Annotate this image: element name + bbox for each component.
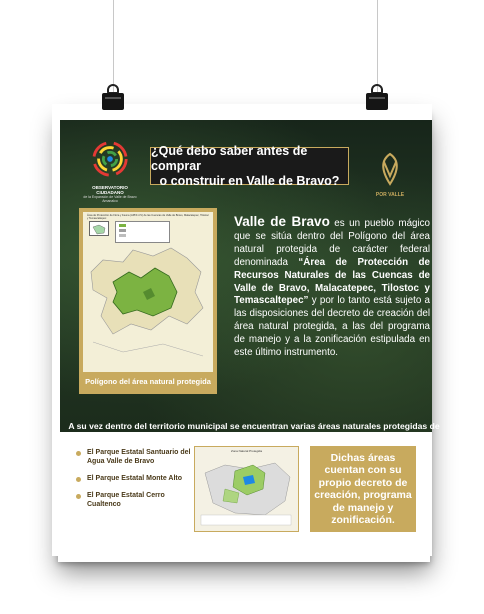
hanging-string-left [113, 0, 114, 92]
binder-clip-right [366, 84, 388, 110]
observatorio-name: OBSERVATORIO CIUDADANO [92, 185, 128, 195]
por-valle-name: POR VALLE [375, 192, 405, 198]
intro-paragraph [234, 216, 430, 360]
hanging-string-right [377, 0, 378, 92]
swirl-logo-icon [91, 140, 129, 178]
poster [52, 104, 440, 556]
binder-clip-left [102, 84, 124, 110]
bottom-section [60, 434, 432, 554]
observatorio-subtitle: de la Expansión de Valle de Bravo Amanalco [83, 195, 137, 203]
intro-text-1: es un pueblo mágico que se sitúa dentro del Polígono del área natural protegida de carácter federal denominada [234, 218, 430, 268]
protected-area-map-card [79, 208, 217, 394]
por-valle-icon [377, 152, 403, 186]
parks-list [76, 448, 196, 517]
map-header: Área de Protección de Flora y Fauna (APFF-CV) de las Cuencas de Valle de Bravo, Malacatepec, Tilostoc y Temascaltepec [87, 214, 209, 220]
bullet-icon [76, 477, 81, 482]
page-title [150, 143, 349, 188]
state-areas-intro: A su vez dentro del territorio municipal se encuentran varias áreas naturales protegidas de carácter estatal, como son entre otras, las siguientes: [68, 421, 440, 443]
protected-area-map [83, 212, 213, 372]
small-map-header: Zona Natural Protegida [230, 449, 263, 453]
list-item [76, 474, 196, 483]
title-line-2: o construir en Valle de Bravo? [159, 173, 340, 188]
intro-lead: Valle de Bravo [234, 214, 330, 229]
observatorio-logo [78, 140, 142, 203]
map-caption: Polígono del área natural protegida [85, 377, 211, 386]
park-name: El Parque Estatal Monte Alto [87, 475, 183, 482]
protected-area-polygon [83, 212, 213, 372]
top-panel [60, 120, 440, 443]
intro-bold: “Área de Protección de Recursos Naturales de las Cuencas de Valle de Bravo, Malacatepec, Tilostoc y Temascaltepec” [234, 256, 430, 307]
list-item [76, 491, 196, 509]
bullet-icon [76, 494, 81, 499]
por-valle-logo [370, 152, 410, 198]
gold-info-box: Dichas áreas cuentan con su propio decreto de creación, programa de manejo y zonificación. [310, 446, 416, 532]
intro-text-2: y por lo tanto está sujeto a las disposiciones del decreto de creación del área natural protegida, a las del programa de manejo y a la zonificación estipulada en este último instrumento. [234, 295, 430, 359]
list-item [76, 448, 196, 466]
bullet-icon [76, 451, 81, 456]
park-name: El Parque Estatal Cerro Cualtenco [87, 492, 165, 508]
title-line-1: ¿Qué debo saber antes de comprar [151, 143, 308, 173]
park-name: El Parque Estatal Santuario del Agua Valle de Bravo [87, 449, 191, 465]
state-areas-map-image [195, 453, 298, 529]
state-areas-map [194, 446, 299, 532]
